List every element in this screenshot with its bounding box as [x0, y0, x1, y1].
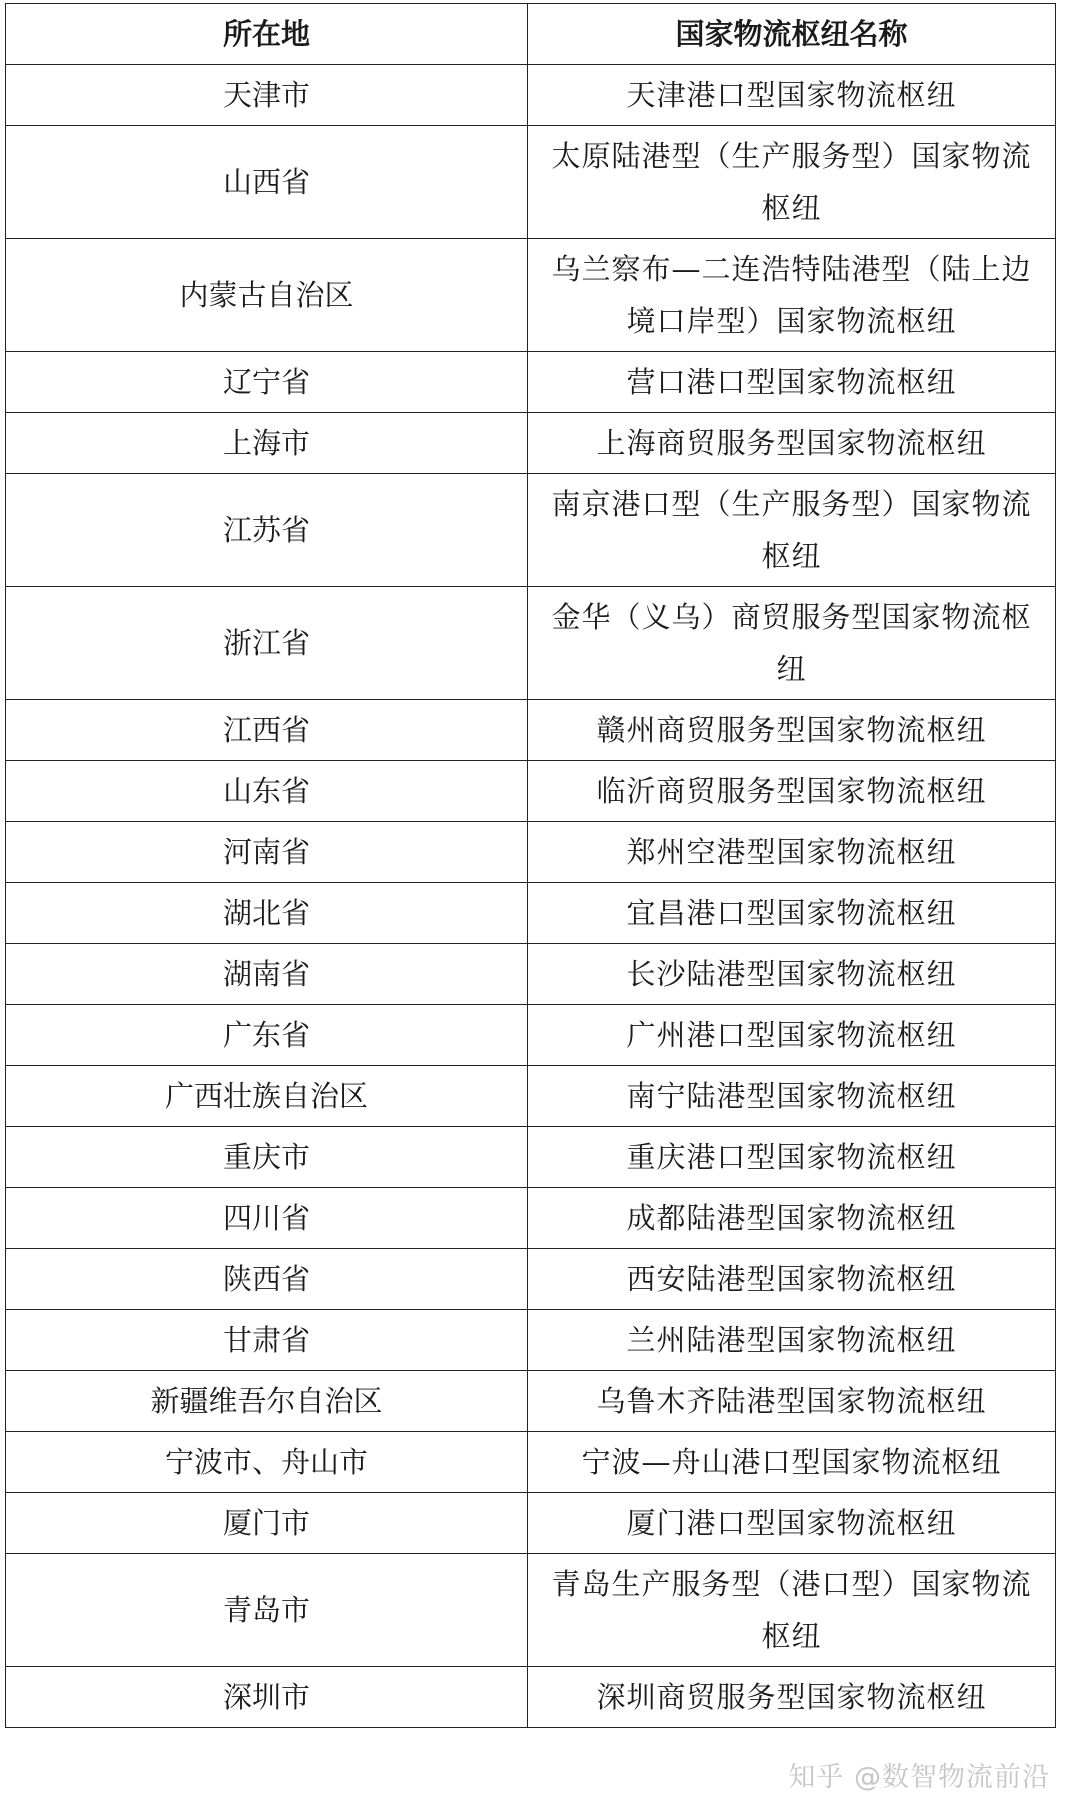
- hub-name-cell: 乌鲁木齐陆港型国家物流枢纽: [528, 1371, 1056, 1432]
- hub-name-cell: 青岛生产服务型（港口型）国家物流枢纽: [528, 1554, 1056, 1667]
- location-cell: 深圳市: [6, 1667, 528, 1728]
- table-row: [6, 1249, 1056, 1310]
- hub-name-cell: 厦门港口型国家物流枢纽: [528, 1493, 1056, 1554]
- location-cell: 浙江省: [6, 587, 528, 700]
- hub-name-cell: 临沂商贸服务型国家物流枢纽: [528, 761, 1056, 822]
- table-row: [6, 944, 1056, 1005]
- table-body: [6, 65, 1056, 1728]
- location-cell: 厦门市: [6, 1493, 528, 1554]
- hub-name-cell: 赣州商贸服务型国家物流枢纽: [528, 700, 1056, 761]
- hub-name-cell: 乌兰察布—二连浩特陆港型（陆上边境口岸型）国家物流枢纽: [528, 239, 1056, 352]
- hub-name-cell: 南京港口型（生产服务型）国家物流枢纽: [528, 474, 1056, 587]
- location-cell: 宁波市、舟山市: [6, 1432, 528, 1493]
- hub-name-cell: 太原陆港型（生产服务型）国家物流枢纽: [528, 126, 1056, 239]
- location-cell: 江苏省: [6, 474, 528, 587]
- location-cell: 青岛市: [6, 1554, 528, 1667]
- location-cell: 内蒙古自治区: [6, 239, 528, 352]
- logistics-hub-table-container: [5, 3, 1055, 1728]
- hub-name-cell: 上海商贸服务型国家物流枢纽: [528, 413, 1056, 474]
- hub-name-cell: 营口港口型国家物流枢纽: [528, 352, 1056, 413]
- table-row: [6, 1127, 1056, 1188]
- hub-name-cell: 长沙陆港型国家物流枢纽: [528, 944, 1056, 1005]
- hub-name-cell: 宜昌港口型国家物流枢纽: [528, 883, 1056, 944]
- location-cell: 湖南省: [6, 944, 528, 1005]
- hub-name-cell: 郑州空港型国家物流枢纽: [528, 822, 1056, 883]
- hub-name-cell: 宁波—舟山港口型国家物流枢纽: [528, 1432, 1056, 1493]
- location-cell: 重庆市: [6, 1127, 528, 1188]
- table-row: [6, 1005, 1056, 1066]
- location-cell: 辽宁省: [6, 352, 528, 413]
- location-cell: 上海市: [6, 413, 528, 474]
- table-row: [6, 1066, 1056, 1127]
- table-row: [6, 587, 1056, 700]
- table-row: [6, 65, 1056, 126]
- hub-name-cell: 兰州陆港型国家物流枢纽: [528, 1310, 1056, 1371]
- table-row: [6, 126, 1056, 239]
- table-row: [6, 352, 1056, 413]
- header-location: 所在地: [6, 4, 528, 65]
- hub-name-cell: 西安陆港型国家物流枢纽: [528, 1249, 1056, 1310]
- hub-name-cell: 天津港口型国家物流枢纽: [528, 65, 1056, 126]
- table-row: [6, 413, 1056, 474]
- location-cell: 山东省: [6, 761, 528, 822]
- hub-name-cell: 深圳商贸服务型国家物流枢纽: [528, 1667, 1056, 1728]
- location-cell: 山西省: [6, 126, 528, 239]
- location-cell: 四川省: [6, 1188, 528, 1249]
- table-row: [6, 1188, 1056, 1249]
- table-row: [6, 239, 1056, 352]
- hub-name-cell: 重庆港口型国家物流枢纽: [528, 1127, 1056, 1188]
- table-row: [6, 1371, 1056, 1432]
- logistics-hub-table: [5, 3, 1056, 1728]
- location-cell: 河南省: [6, 822, 528, 883]
- table-header-row: [6, 4, 1056, 65]
- table-row: [6, 474, 1056, 587]
- hub-name-cell: 广州港口型国家物流枢纽: [528, 1005, 1056, 1066]
- table-row: [6, 1554, 1056, 1667]
- header-hub-name: 国家物流枢纽名称: [528, 4, 1056, 65]
- table-row: [6, 1667, 1056, 1728]
- hub-name-cell: 金华（义乌）商贸服务型国家物流枢纽: [528, 587, 1056, 700]
- table-row: [6, 822, 1056, 883]
- location-cell: 天津市: [6, 65, 528, 126]
- location-cell: 湖北省: [6, 883, 528, 944]
- location-cell: 新疆维吾尔自治区: [6, 1371, 528, 1432]
- hub-name-cell: 南宁陆港型国家物流枢纽: [528, 1066, 1056, 1127]
- hub-name-cell: 成都陆港型国家物流枢纽: [528, 1188, 1056, 1249]
- table-row: [6, 1310, 1056, 1371]
- location-cell: 广西壮族自治区: [6, 1066, 528, 1127]
- table-row: [6, 700, 1056, 761]
- location-cell: 陕西省: [6, 1249, 528, 1310]
- location-cell: 广东省: [6, 1005, 528, 1066]
- location-cell: 甘肃省: [6, 1310, 528, 1371]
- table-row: [6, 883, 1056, 944]
- table-row: [6, 1432, 1056, 1493]
- watermark: 知乎 @数智物流前沿: [788, 1762, 1050, 1793]
- location-cell: 江西省: [6, 700, 528, 761]
- table-row: [6, 761, 1056, 822]
- table-row: [6, 1493, 1056, 1554]
